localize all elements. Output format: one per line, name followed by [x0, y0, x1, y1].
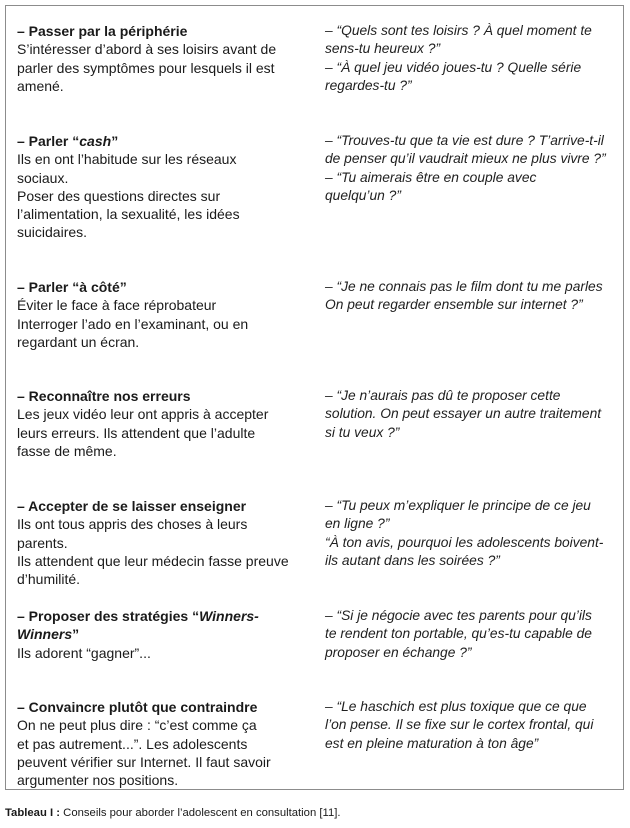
example-quote: ils autant dans les soirées ?” [325, 552, 500, 568]
advice-text: peuvent vérifier sur Internet. Il faut savoir [17, 753, 271, 770]
advice-text: regardant un écran. [17, 333, 140, 350]
advice-title: – Accepter de se laisser enseigner [17, 498, 247, 514]
advice-text: Ils en ont l’habitude sur les réseaux [17, 151, 237, 168]
example-quote: – “Je ne connais pas le film dont tu me parles [325, 279, 603, 294]
caption-label: Tableau I : [5, 807, 61, 819]
example-quote: – “Si je négocie avec tes parents pour qu’ils [325, 608, 592, 623]
example-quote: – “Quels sont tes loisirs ? À quel moment te [325, 23, 592, 38]
example-quote: – “À quel jeu vidéo joues-tu ? Quelle série [325, 59, 582, 75]
example-quote: te rendent ton portable, qu’es-tu capable de [325, 626, 592, 642]
example-quote: regardes-tu ?” [325, 77, 412, 93]
example-quote-cell [325, 22, 623, 95]
advice-text: d’humilité. [17, 571, 81, 588]
advice-cell [17, 132, 317, 242]
advice-title: – Reconnaître nos erreurs [17, 388, 191, 404]
advice-text: S’intéresser d’abord à ses loisirs avant de [17, 41, 277, 58]
advice-cell [17, 607, 317, 662]
example-quote: est en pleine maturation à ton âge” [325, 735, 539, 751]
caption-text: Conseils pour aborder l’adolescent en consultation [11]. [60, 807, 341, 819]
advice-text: argumenter nos positions. [17, 772, 179, 789]
example-quote-cell [325, 132, 623, 205]
example-quote-cell [325, 698, 623, 753]
example-quote: proposer en échange ?” [325, 644, 472, 660]
advice-text: amené. [17, 77, 64, 94]
advice-title: – Parler “à côté” [17, 279, 127, 295]
example-quote: – “Tu aimerais être en couple avec [325, 169, 537, 185]
advice-cell [17, 497, 317, 588]
advice-text: Poser des questions directes sur [17, 187, 221, 204]
advice-text: Interroger l’ado en l’examinant, ou en [17, 315, 249, 332]
example-quote: – “Trouves-tu que ta vie est dure ? T’arrive-t-il [325, 133, 604, 148]
example-quote: – “Le haschich est plus toxique que ce que [325, 699, 587, 714]
example-quote: On peut regarder ensemble sur internet ?” [325, 297, 583, 313]
advice-text: parler des symptômes pour lesquels il est [17, 59, 275, 76]
example-quote: l’on pense. Il se fixe sur le cortex frontal, qui [325, 717, 594, 733]
example-quote: si tu veux ?” [325, 424, 400, 440]
example-quote: – “Je n’aurais pas dû te proposer cette [325, 388, 561, 403]
example-quote: sens-tu heureux ?” [325, 41, 441, 57]
advice-text: Ils ont tous appris des choses à leurs [17, 516, 248, 533]
advice-cell [17, 22, 317, 95]
example-quote: quelqu’un ?” [325, 187, 401, 203]
advice-text: sociaux. [17, 169, 69, 186]
advice-text: suicidaires. [17, 224, 88, 241]
example-quote: de penser qu’il vaudrait mieux ne plus vivre ?” [325, 151, 606, 167]
example-quote-cell [325, 607, 623, 662]
advice-title: – Passer par la périphérie [17, 23, 188, 39]
advice-title: – Convaincre plutôt que contraindre [17, 699, 258, 715]
advice-text: On ne peut plus dire : “c’est comme ça [17, 717, 257, 734]
advice-cell [17, 278, 317, 351]
example-quote: – “Tu peux m’expliquer le principe de ce jeu [325, 498, 591, 513]
advice-text: et pas autrement...”. Les adolescents [17, 735, 248, 752]
advice-text: Ils attendent que leur médecin fasse preuve [17, 552, 289, 569]
example-quote-cell [325, 278, 623, 315]
advice-text: l’alimentation, la sexualité, les idées [17, 206, 240, 223]
example-quote: solution. On peut essayer un autre traitement [325, 406, 602, 422]
advice-cell [17, 387, 317, 460]
advice-table [5, 5, 624, 790]
advice-text: Les jeux vidéo leur ont appris à accepter [17, 406, 269, 423]
example-quote: “À ton avis, pourquoi les adolescents boivent- [325, 534, 604, 550]
advice-title: – Proposer des stratégies “Winners- [17, 608, 259, 624]
advice-text: parents. [17, 534, 68, 551]
advice-text: Ils adorent “gagner”... [17, 644, 151, 661]
example-quote: en ligne ?” [325, 516, 390, 532]
table-caption [5, 807, 341, 819]
example-quote-cell [325, 387, 623, 442]
advice-text: leurs erreurs. Ils attendent que l’adulte [17, 424, 256, 441]
advice-text: Éviter le face à face réprobateur [17, 297, 217, 314]
advice-text: fasse de même. [17, 442, 117, 459]
advice-title-continued: Winners” [17, 626, 80, 643]
example-quote-cell [325, 497, 623, 570]
advice-title: – Parler “cash” [17, 133, 119, 149]
advice-cell [17, 698, 317, 789]
